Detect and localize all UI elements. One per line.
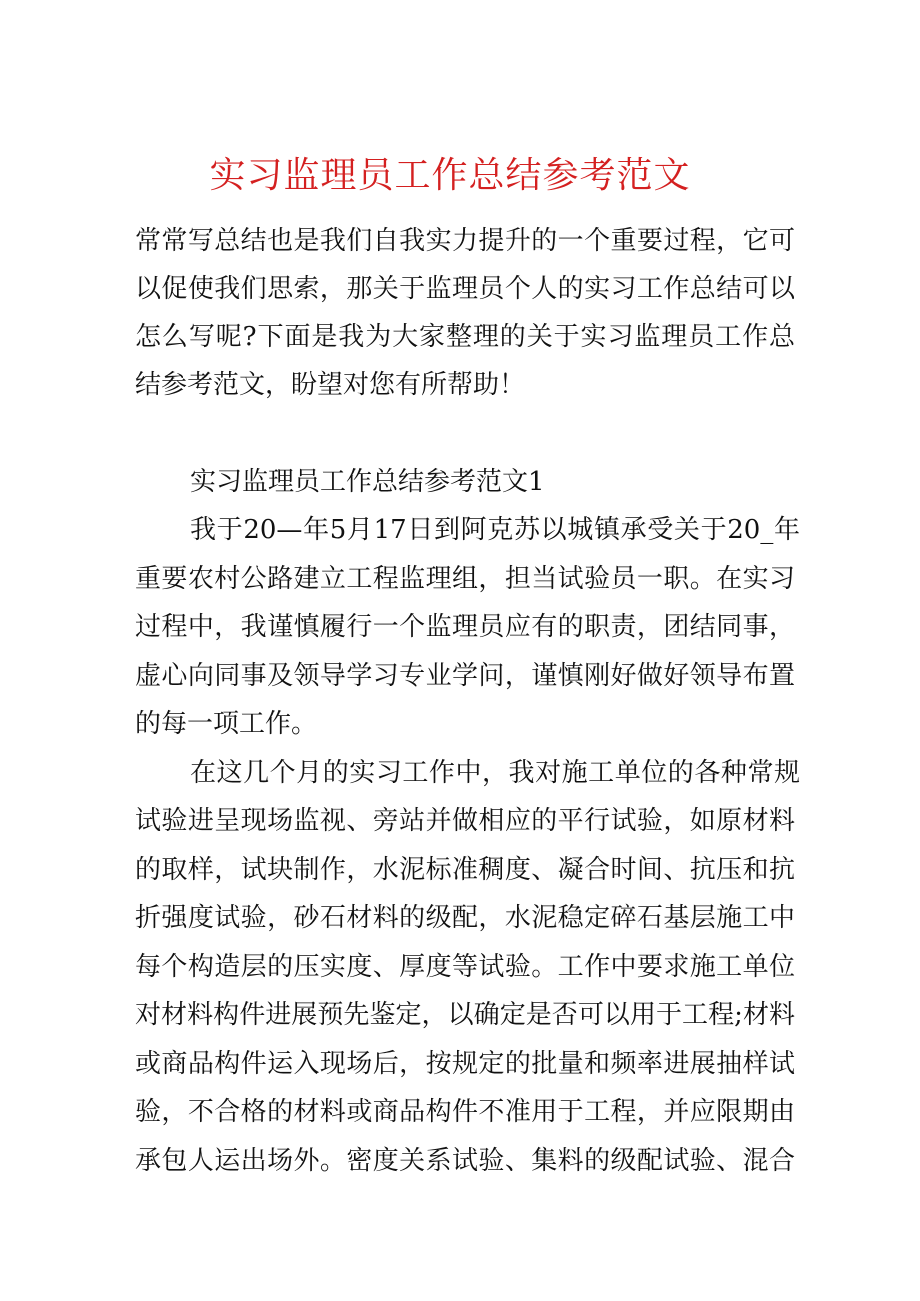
paragraph-line: 试验进呈现场监视、旁站并做相应的平行试验，如原材料 — [135, 806, 795, 836]
paragraph-line: 的每一项工作。 — [135, 709, 318, 739]
paragraph-line: 过程中，我谨慎履行一个监理员应有的职责，团结同事， — [135, 612, 795, 642]
document-title: 实习监理员工作总结参考范文 — [209, 155, 691, 196]
paragraph-line: 折强度试验，砂石材料的级配，水泥稳定碎石基层施工中 — [135, 903, 795, 933]
paragraph-line: 或商品构件运入现场后，按规定的批量和频率进展抽样试 — [135, 1049, 795, 1079]
paragraph-line: 虚心向同事及领导学习专业学问，谨慎刚好做好领导布置 — [135, 661, 795, 691]
paragraph-line: 我于20—年5月17日到阿克苏以城镇承受关于20_年 — [190, 515, 800, 545]
intro-line: 以促使我们思索，那关于监理员个人的实习工作总结可以 — [135, 274, 795, 304]
intro-line: 结参考范文，盼望对您有所帮助！ — [135, 370, 526, 400]
paragraph-line: 每个构造层的压实度、厚度等试验。工作中要求施工单位 — [135, 952, 795, 982]
intro-line: 怎么写呢?下面是我为大家整理的关于实习监理员工作总 — [135, 322, 795, 352]
paragraph-line: 对材料构件进展预先鉴定，以确定是否可以用于工程;材料 — [135, 1000, 795, 1030]
paragraph-line: 重要农村公路建立工程监理组，担当试验员一职。在实习 — [135, 564, 795, 594]
intro-line: 常常写总结也是我们自我实力提升的一个重要过程，它可 — [135, 226, 795, 256]
paragraph-line: 承包人运出场外。密度关系试验、集料的级配试验、混合 — [135, 1146, 795, 1176]
paragraph-line: 验，不合格的材料或商品构件不准用于工程，并应限期由 — [135, 1097, 795, 1127]
paragraph-line: 在这几个月的实习工作中，我对施工单位的各种常规 — [190, 758, 800, 788]
section-heading: 实习监理员工作总结参考范文1 — [190, 467, 545, 497]
paragraph-line: 的取样，试块制作，水泥标准稠度、凝合时间、抗压和抗 — [135, 855, 795, 885]
